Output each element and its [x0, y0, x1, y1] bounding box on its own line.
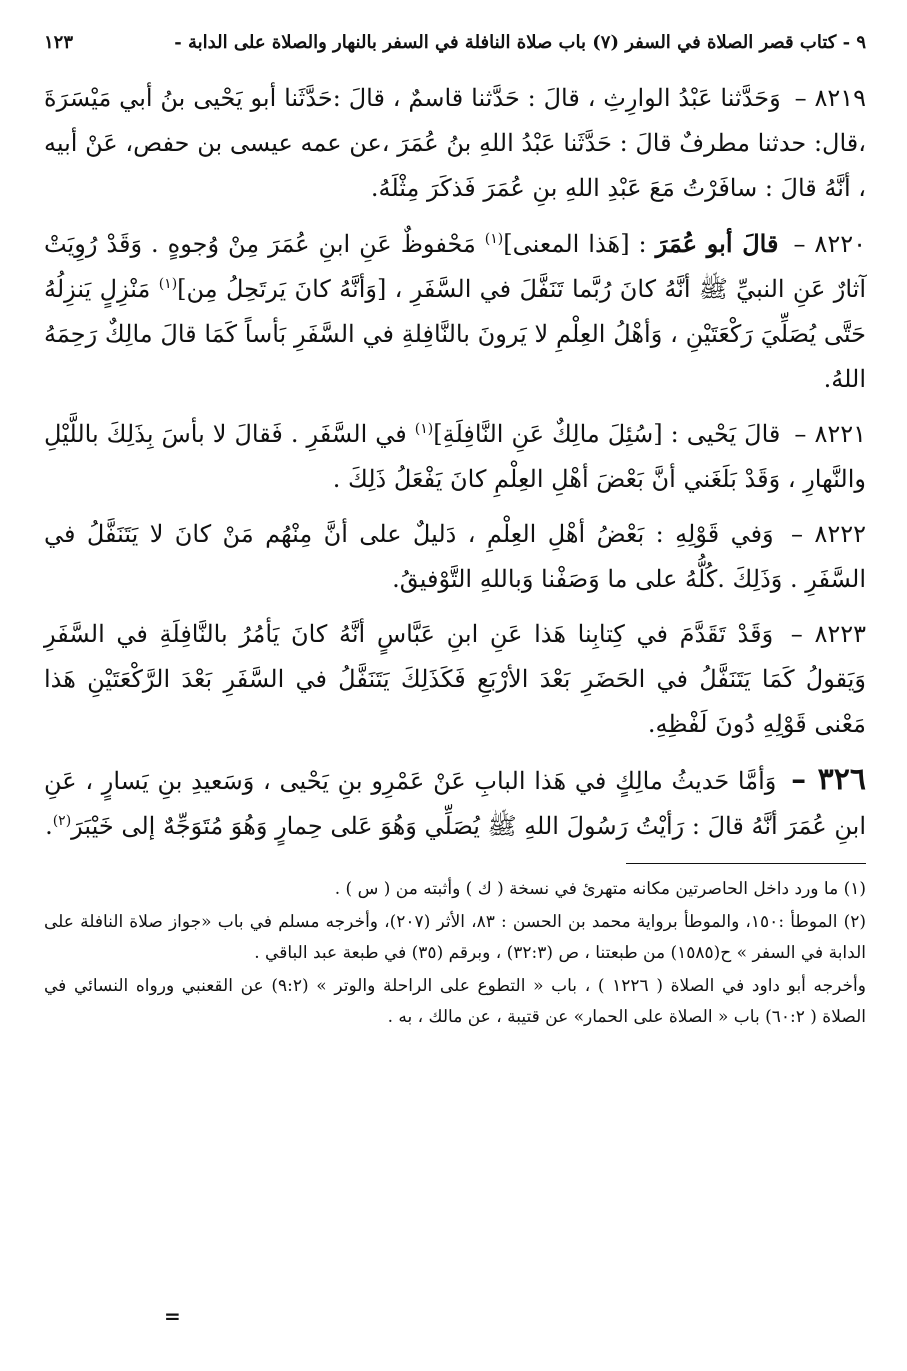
paragraph-end: . — [45, 812, 53, 840]
paragraph-text: وَحَدَّثنا عَبْدُ الوارِثِ ، قالَ : حَدَّثنا قاسمٌ ، قالَ :حَدَّثَنا أبو يَحْيى بنُ أبي مَيْسَرَةَ ،قال: حدثنا مطرفٌ قالَ : حَدَّثَنا عَبْدُ اللهِ بنُ عُمَرَ ،عن عمه عيسى بن حفص، عَنْ أبيه ، أنَّهُ قالَ : سافَرْتُ مَعَ عَبْدِ اللهِ بنِ عُمَرَ فَذكَرَ مِثْلَهُ. — [44, 84, 866, 202]
paragraph-text: قالَ يَحْيى : [سُئِلَ مالِكٌ عَنِ النَّافِلَةِ] — [433, 420, 781, 448]
paragraph-number: ٨٢٢٠ – — [793, 230, 866, 258]
footnote-ref: (١) — [484, 231, 504, 247]
paragraph-text: وَفي قَوْلِهِ : بَعْضُ أهْلِ العِلْمِ ، دَليلٌ على أنَّ مِنْهُم مَنْ كانَ لا يَتَنَفَّلُ في السَّفَرِ . وَذَلِكَ .كُلُّهُ على ما وَصَفْنا وَباللهِ التَّوْفيقُ. — [44, 520, 866, 593]
paragraph-8221 — [44, 412, 866, 502]
paragraph-text: مَنْزِلٍ يَنزِلُهُ حَتَّى يُصَلِّيَ رَكْعَتَيْنِ ، وَأهْلُ العِلْمِ لا يَرونَ بالنَّافِلةِ في السَّفَرِ بَأساً كَمَا قالَ مالِكٌ رَحِمَهُ اللهُ. — [44, 275, 866, 393]
paragraph-number: ٨٢٢٢ – — [791, 520, 866, 548]
hadith-number: ٣٢٦ – — [791, 762, 866, 797]
paragraph-number: ٨٢١٩ – — [794, 84, 866, 112]
paragraph-8223 — [44, 612, 866, 747]
paragraph-text: مَحْفوظٌ عَنِ ابنِ عُمَرَ مِنْ وُجوهٍ . وَقَدْ رُوِيَتْ آثارٌ عَنِ النبيِّ ﷺ أنَّهُ كانَ رُبَّما تَنَفَّلَ في السَّفَرِ ، [وَأنَّهُ كانَ يَرتَحِلُ مِن] — [44, 230, 866, 303]
paragraph-number: ٨٢٢١ – — [794, 420, 866, 448]
continuation-mark: = — [164, 1304, 181, 1328]
main-text — [44, 76, 866, 849]
footnote-2-continued: وأخرجه أبو داود في الصلاة ( ١٢٢٦ ) ، باب « التطوع على الراحلة والوتر » (٩:٢) عن القعنبي ورواه النسائي في الصلاة ( ٦٠:٢) باب « الصلاة على الحمار» عن قتيبة ، عن مالك ، به . — [44, 976, 866, 1027]
paragraph-text: في السَّفَرِ . فَقالَ لا بأسَ بِذَلِكَ باللَّيْلِ والنَّهارِ ، وَقَدْ بَلَغَني أنَّ بَعْضَ أهْلِ العِلْمِ كانَ يَفْعَلُ ذَلِكَ . — [44, 420, 866, 493]
paragraph-8219 — [44, 76, 866, 211]
footnote-divider — [626, 863, 866, 864]
footnote-1: (١) ما ورد داخل الحاصرتين مكانه متهرئ في نسخة ( ك ) وأثبته من ( س ) . — [334, 879, 866, 899]
header-page-number-group — [44, 32, 73, 53]
footnotes — [44, 874, 866, 1033]
footnote-ref: (٢) — [52, 813, 72, 829]
footnote-2: (٢) الموطأ :١٥٠، والموطأ برواية محمد بن الحسن : ٨٣، الأثر (٢٠٧)، وأخرجه مسلم في باب «جواز صلاة النافلة على الدابة في السفر » ح(١٥٨٥) من طبعتنا ، ص (٣٢:٣) ، وبرقم (٣٥) في طبعة عبد الباقي . — [44, 912, 866, 963]
paragraph-8222 — [44, 512, 866, 602]
paragraph-text: : [هَذا المعنى] — [503, 230, 647, 258]
book-page — [44, 22, 866, 1342]
header-page-number: ١٢٣ — [44, 31, 74, 53]
paragraph-number: ٨٢٢٣ – — [790, 620, 866, 648]
hadith-326 — [44, 757, 866, 849]
header-chapter-title: ٩ - كتاب قصر الصلاة في السفر (٧) باب صلاة النافلة في السفر بالنهار والصلاة على الدابة - — [174, 31, 866, 53]
paragraph-lead: قالَ أبو عُمَرَ — [655, 229, 779, 258]
footnote-ref: (١) — [414, 421, 434, 437]
paragraph-8220 — [44, 221, 866, 402]
footnote-ref: (١) — [158, 276, 178, 292]
paragraph-text: وَقَدْ تَقَدَّمَ في كِتابِنا هَذا عَنِ ابنِ عَبَّاسٍ أنَّهُ كانَ يَأمُرُ بالنَّافِلَةِ في السَّفَرِ وَيَقولُ كَمَا يَتَنَفَّلُ في الحَضَرِ بَعْدَ الأرْبَعِ فَكَذَلِكَ يَتَنَفَّلُ في السَّفَرِ بَعْدَ الرَّكْعَتَيْنِ هَذا مَعْنى قَوْلِهِ دُونَ لَفْظِهِ. — [44, 620, 867, 738]
paragraph-text: وَأمَّا حَديثُ مالِكٍ في هَذا البابِ عَنْ عَمْرِو بنِ يَحْيى ، وَسَعيدِ بنِ يَسارٍ ، عَنِ ابنِ عُمَرَ أنَّهُ قالَ : رَأيْتُ رَسُولَ اللهِ ﷺ يُصَلِّي وَهُوَ عَلى حِمارٍ وَهُوَ مُتَوَجِّهٌ إلى خَيْبَرَ — [44, 767, 866, 840]
running-header — [44, 22, 866, 62]
